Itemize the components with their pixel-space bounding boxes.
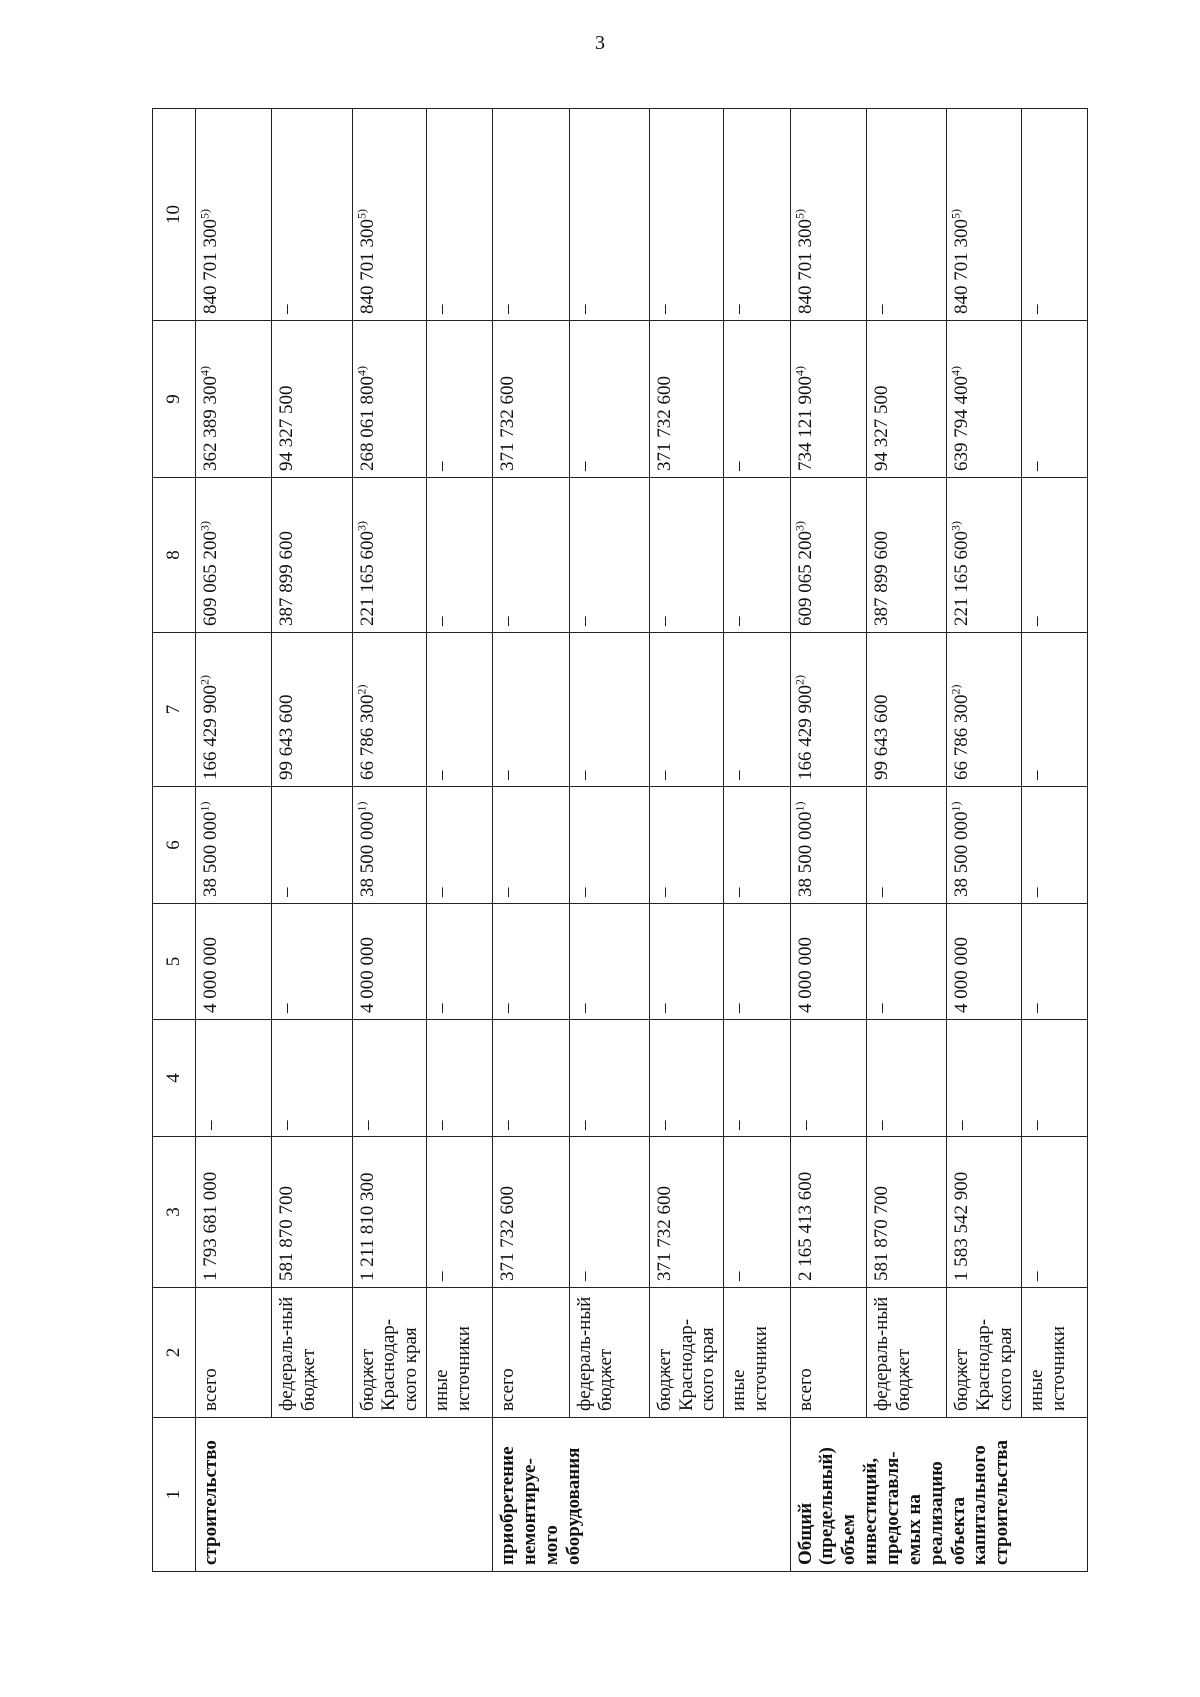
footnote-marker: 5) [354, 209, 369, 219]
table-row [352, 109, 427, 1572]
funding-source: всего [790, 1288, 866, 1418]
amount-value: – [431, 1120, 453, 1130]
table-row [272, 109, 352, 1572]
amount-cell [569, 321, 649, 478]
table-row [493, 109, 569, 1572]
amount-value: 4 000 000 [200, 937, 222, 1013]
amount-value: 387 899 600 [870, 531, 892, 626]
footnote-marker: 3) [792, 521, 807, 531]
amount-cell [790, 1137, 866, 1288]
amount-cell [569, 109, 649, 321]
amount-value: 371 732 600 [653, 376, 675, 471]
amount-value: – [573, 1003, 595, 1013]
column-number: 2 [153, 1288, 196, 1418]
amount-cell [649, 633, 724, 787]
amount-cell [649, 787, 724, 904]
amount-value: – [1025, 616, 1047, 626]
amount-value: – [431, 887, 453, 897]
column-number-row [153, 109, 196, 1572]
amount-value: 840 701 300 [794, 219, 816, 314]
table-row [1021, 109, 1087, 1572]
amount-value: 38 500 000 [356, 811, 378, 897]
amount-cell [866, 904, 946, 1020]
amount-cell [493, 787, 569, 904]
amount-value: – [1025, 887, 1047, 897]
amount-cell [1021, 787, 1087, 904]
amount-cell [493, 478, 569, 633]
amount-value: 4 000 000 [951, 937, 973, 1013]
funding-source: федераль-ный бюджет [866, 1288, 946, 1418]
amount-value: – [653, 887, 675, 897]
funding-source: федераль-ный бюджет [272, 1288, 352, 1418]
amount-value: – [1025, 770, 1047, 780]
amount-cell [272, 633, 352, 787]
amount-value: – [431, 461, 453, 471]
amount-cell [352, 633, 427, 787]
amount-cell [272, 109, 352, 321]
amount-value: – [870, 1003, 892, 1013]
amount-value: – [497, 887, 519, 897]
amount-cell [493, 904, 569, 1020]
column-number: 6 [153, 787, 196, 904]
amount-cell [649, 321, 724, 478]
amount-value: 581 870 700 [870, 1186, 892, 1281]
table-row [427, 109, 493, 1572]
amount-cell [790, 1020, 866, 1137]
amount-value: – [870, 1120, 892, 1130]
column-number: 4 [153, 1020, 196, 1137]
table-row [649, 109, 724, 1572]
footnote-marker: 5) [197, 209, 212, 219]
amount-cell [790, 109, 866, 321]
amount-cell [196, 478, 272, 633]
amount-cell [272, 1137, 352, 1288]
amount-value: – [728, 770, 750, 780]
amount-value: 581 870 700 [276, 1186, 298, 1281]
amount-value: – [728, 1120, 750, 1130]
amount-value: – [276, 304, 298, 314]
amount-value: 166 429 900 [794, 685, 816, 780]
amount-cell [427, 904, 493, 1020]
footnote-marker: 3) [948, 521, 963, 531]
footnote-marker: 5) [948, 209, 963, 219]
amount-cell [1021, 1020, 1087, 1137]
amount-value: – [653, 616, 675, 626]
amount-cell [790, 321, 866, 478]
amount-value: – [870, 304, 892, 314]
amount-cell [947, 1020, 1022, 1137]
column-number: 3 [153, 1137, 196, 1288]
footnote-marker: 1) [792, 801, 807, 812]
amount-cell [1021, 633, 1087, 787]
amount-value: 66 786 300 [951, 694, 973, 780]
footnote-marker: 3) [354, 521, 369, 531]
amount-value: – [573, 1120, 595, 1130]
amount-value: – [573, 887, 595, 897]
amount-cell [866, 1020, 946, 1137]
amount-cell [196, 787, 272, 904]
amount-value: 268 061 800 [356, 376, 378, 471]
table-row [196, 109, 272, 1572]
amount-cell [1021, 904, 1087, 1020]
amount-cell [649, 109, 724, 321]
amount-cell [196, 109, 272, 321]
amount-value: – [573, 461, 595, 471]
funding-source: всего [196, 1288, 272, 1418]
amount-cell [649, 1020, 724, 1137]
amount-value: 734 121 900 [794, 376, 816, 471]
amount-value: 4 000 000 [356, 937, 378, 1013]
amount-cell [493, 109, 569, 321]
amount-value: – [276, 887, 298, 897]
footnote-marker: 1) [354, 801, 369, 812]
amount-value: – [1025, 304, 1047, 314]
amount-cell [427, 787, 493, 904]
amount-value: 840 701 300 [200, 219, 222, 314]
amount-cell [493, 1020, 569, 1137]
amount-value: 387 899 600 [276, 531, 298, 626]
amount-cell [649, 904, 724, 1020]
amount-cell [866, 109, 946, 321]
amount-cell [947, 1137, 1022, 1288]
footnote-marker: 4) [948, 366, 963, 376]
amount-cell [866, 321, 946, 478]
amount-cell [947, 321, 1022, 478]
amount-cell [272, 478, 352, 633]
amount-cell [352, 478, 427, 633]
amount-cell [724, 109, 790, 321]
amount-cell [352, 1137, 427, 1288]
amount-cell [947, 478, 1022, 633]
column-number: 10 [153, 109, 196, 321]
expense-category: приобретение немонтируе-мого оборудования [493, 1418, 790, 1572]
footnote-marker: 2) [197, 675, 212, 685]
amount-value: 609 065 200 [200, 531, 222, 626]
amount-value: – [573, 616, 595, 626]
amount-cell [427, 633, 493, 787]
funding-source: иные источники [1021, 1288, 1087, 1418]
amount-value: 99 643 600 [276, 694, 298, 780]
funding-source: бюджет Краснодар-ского края [352, 1288, 427, 1418]
funding-source: бюджет Краснодар-ского края [947, 1288, 1022, 1418]
amount-cell [427, 321, 493, 478]
footnote-marker: 4) [197, 366, 212, 376]
amount-value: – [728, 1271, 750, 1281]
amount-cell [272, 1020, 352, 1137]
column-number: 8 [153, 478, 196, 633]
amount-value: – [200, 1120, 222, 1130]
amount-cell [1021, 1137, 1087, 1288]
column-number: 9 [153, 321, 196, 478]
amount-value: 840 701 300 [951, 219, 973, 314]
amount-value: 840 701 300 [356, 219, 378, 314]
amount-cell [272, 904, 352, 1020]
footnote-marker: 1) [197, 801, 212, 812]
amount-cell [866, 478, 946, 633]
footnote-marker: 2) [948, 684, 963, 695]
amount-cell [866, 1137, 946, 1288]
amount-value: 371 732 600 [497, 1186, 519, 1281]
page-number: 3 [595, 32, 605, 54]
amount-cell [493, 1137, 569, 1288]
amount-value: – [356, 1120, 378, 1130]
amount-value: 38 500 000 [951, 811, 973, 897]
amount-cell [352, 321, 427, 478]
amount-cell [352, 1020, 427, 1137]
amount-value: 2 165 413 600 [794, 1171, 816, 1281]
footnote-marker: 4) [792, 366, 807, 376]
amount-cell [272, 321, 352, 478]
amount-value: – [497, 770, 519, 780]
amount-cell [947, 109, 1022, 321]
funding-source: иные источники [724, 1288, 790, 1418]
amount-value: 94 327 500 [276, 385, 298, 471]
amount-cell [1021, 109, 1087, 321]
amount-cell [569, 478, 649, 633]
amount-value: – [728, 461, 750, 471]
amount-value: 371 732 600 [653, 1186, 675, 1281]
amount-value: – [431, 770, 453, 780]
amount-cell [569, 633, 649, 787]
column-number: 1 [153, 1418, 196, 1572]
amount-value: 362 389 300 [200, 376, 222, 471]
amount-value: – [653, 1003, 675, 1013]
amount-cell [427, 109, 493, 321]
amount-value: – [573, 304, 595, 314]
amount-value: – [1025, 1120, 1047, 1130]
amount-cell [790, 904, 866, 1020]
amount-value: 221 165 600 [356, 531, 378, 626]
amount-cell [790, 478, 866, 633]
amount-cell [196, 321, 272, 478]
amount-cell [427, 478, 493, 633]
amount-cell [196, 633, 272, 787]
footnote-marker: 4) [354, 366, 369, 376]
amount-cell [947, 787, 1022, 904]
amount-cell [790, 633, 866, 787]
amount-cell [724, 904, 790, 1020]
amount-value: – [1025, 1271, 1047, 1281]
amount-cell [790, 787, 866, 904]
funding-source: федераль-ный бюджет [569, 1288, 649, 1418]
amount-value: – [728, 304, 750, 314]
amount-value: – [276, 1003, 298, 1013]
amount-cell [352, 904, 427, 1020]
amount-cell [493, 633, 569, 787]
amount-cell [569, 787, 649, 904]
amount-value: 66 786 300 [356, 694, 378, 780]
amount-value: – [431, 304, 453, 314]
amount-cell [866, 633, 946, 787]
amount-cell [724, 478, 790, 633]
amount-value: – [728, 616, 750, 626]
table-row [569, 109, 649, 1572]
amount-value: 4 000 000 [794, 937, 816, 1013]
footnote-marker: 2) [792, 675, 807, 685]
amount-cell [866, 787, 946, 904]
amount-value: 1 583 542 900 [951, 1171, 973, 1281]
amount-value: 609 065 200 [794, 531, 816, 626]
funding-source: бюджет Краснодар-ского края [649, 1288, 724, 1418]
amount-cell [196, 1020, 272, 1137]
amount-cell [947, 633, 1022, 787]
amount-value: 639 794 400 [951, 376, 973, 471]
amount-cell [1021, 478, 1087, 633]
amount-value: – [497, 304, 519, 314]
amount-value: – [497, 1120, 519, 1130]
amount-cell [724, 787, 790, 904]
amount-cell [352, 109, 427, 321]
amount-value: 166 429 900 [200, 685, 222, 780]
amount-cell [272, 787, 352, 904]
amount-cell [569, 1020, 649, 1137]
amount-cell [196, 904, 272, 1020]
amount-value: – [653, 1120, 675, 1130]
footnote-marker: 1) [948, 801, 963, 812]
amount-cell [947, 904, 1022, 1020]
table-row [866, 109, 946, 1572]
amount-value: – [497, 1003, 519, 1013]
amount-cell [569, 904, 649, 1020]
amount-value: – [653, 304, 675, 314]
rotated-table-container [152, 109, 1088, 1572]
expense-category: строительство [196, 1418, 493, 1572]
expense-category: Общий (предельный) объем инвестиций, предоставля-емых на реализацию объекта капитального строительства [790, 1418, 1087, 1572]
amount-cell [724, 633, 790, 787]
amount-cell [427, 1020, 493, 1137]
amount-value: – [497, 616, 519, 626]
amount-value: – [431, 616, 453, 626]
amount-cell [724, 321, 790, 478]
table-row [790, 109, 866, 1572]
amount-value: – [653, 770, 675, 780]
footnote-marker: 5) [792, 209, 807, 219]
table-row [724, 109, 790, 1572]
amount-value: 371 732 600 [497, 376, 519, 471]
amount-cell [724, 1137, 790, 1288]
amount-cell [649, 1137, 724, 1288]
funding-source: иные источники [427, 1288, 493, 1418]
rotated-table-inner [152, 109, 1088, 1572]
amount-cell [196, 1137, 272, 1288]
amount-cell [352, 787, 427, 904]
amount-value: 221 165 600 [951, 531, 973, 626]
amount-value: – [431, 1271, 453, 1281]
amount-value: 99 643 600 [870, 694, 892, 780]
funding-source: всего [493, 1288, 569, 1418]
amount-value: – [1025, 461, 1047, 471]
amount-value: – [728, 887, 750, 897]
amount-value: 94 327 500 [870, 385, 892, 471]
amount-value: – [794, 1120, 816, 1130]
column-number: 5 [153, 904, 196, 1020]
amount-value: – [728, 1003, 750, 1013]
amount-value: – [870, 887, 892, 897]
amount-cell [724, 1020, 790, 1137]
amount-value: – [431, 1003, 453, 1013]
amount-value: – [951, 1120, 973, 1130]
amount-value: 1 793 681 000 [200, 1171, 222, 1281]
footnote-marker: 2) [354, 684, 369, 695]
amount-cell [569, 1137, 649, 1288]
amount-value: 38 500 000 [200, 811, 222, 897]
amount-value: – [573, 1271, 595, 1281]
table-row [947, 109, 1022, 1572]
amount-value: – [1025, 1003, 1047, 1013]
amount-value: 1 211 810 300 [356, 1172, 378, 1281]
investment-table [152, 108, 1088, 1572]
amount-cell [493, 321, 569, 478]
amount-cell [427, 1137, 493, 1288]
column-number: 7 [153, 633, 196, 787]
footnote-marker: 3) [197, 521, 212, 531]
amount-value: 38 500 000 [794, 811, 816, 897]
amount-cell [649, 478, 724, 633]
amount-value: – [573, 770, 595, 780]
amount-cell [1021, 321, 1087, 478]
amount-value: – [276, 1120, 298, 1130]
